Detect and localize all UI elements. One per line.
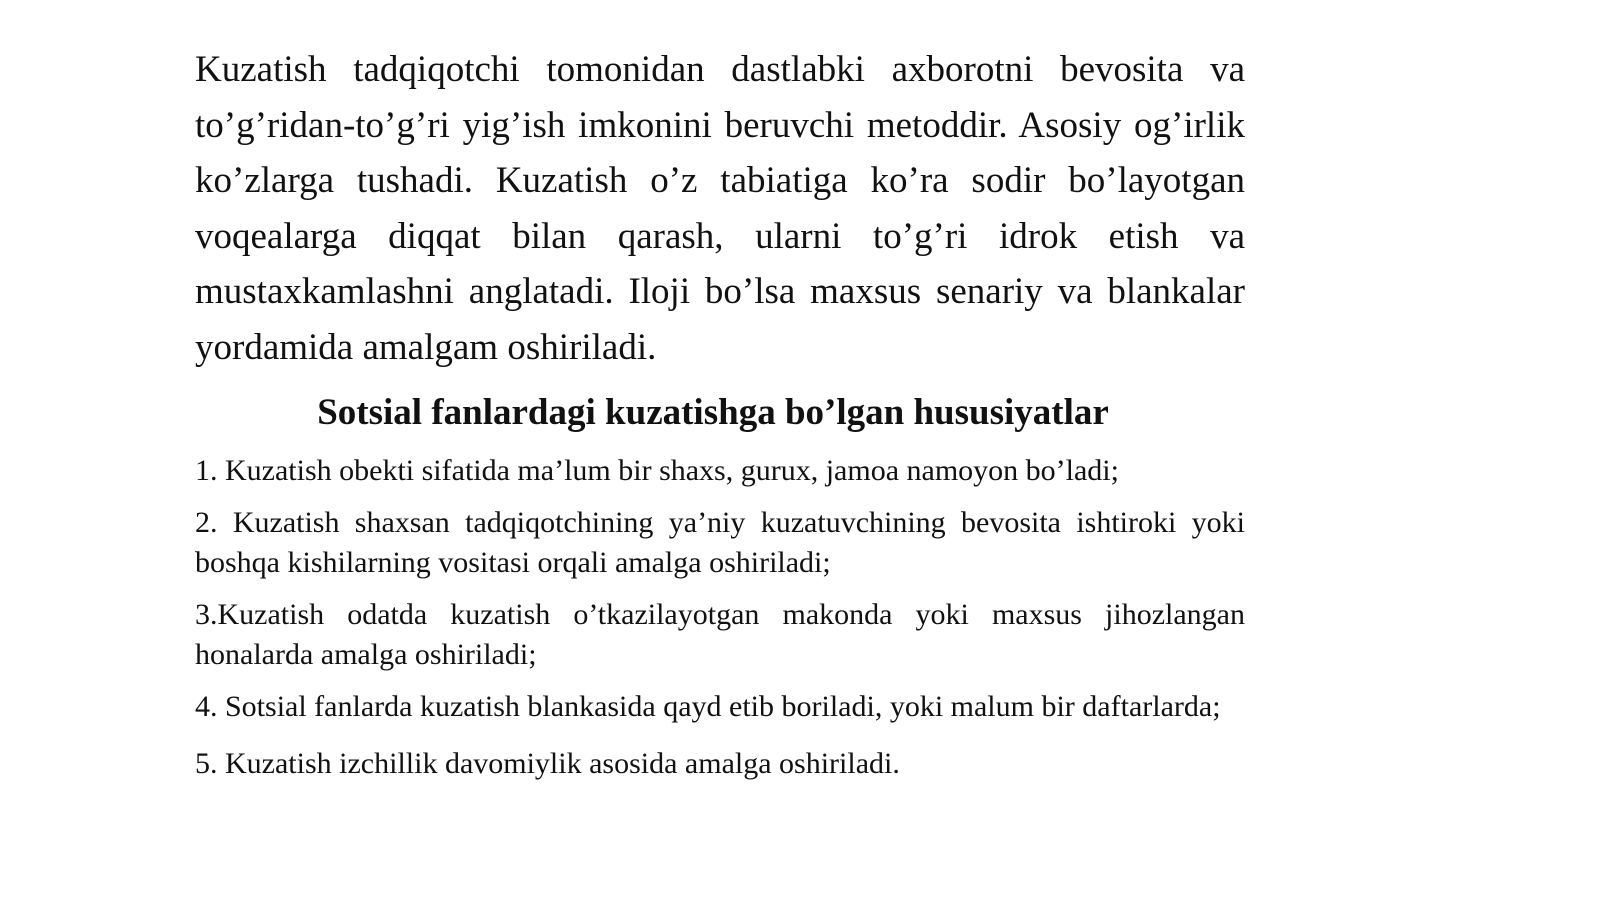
intro-paragraph: Kuzatish tadqiqotchi tomonidan dastlabki axborotni bevosita va to’g’ridan-to’g’ri yig’ish imkonini beruvchi metoddir. Asosiy og’irlik ko’zlarga tushadi. Kuzatish o’z tabiatiga ko’ra sodir bo’layotgan voqealarga diqqat bilan qarash, ularni to’g’ri idrok etish va mustaxkamlashni anglatadi. Iloji bo’lsa maxsus senariy va blankalar yordamida amalgam oshiriladi. [195, 49, 1245, 368]
section-heading: Sotsial fanlardagi kuzatishga bo’lgan hususiyatlar [317, 392, 1109, 433]
document-page [195, 42, 1245, 796]
list-item-4: 4. Sotsial fanlarda kuzatish blankasida qayd etib boriladi, yoki malum bir daftarlarda; [195, 690, 1221, 723]
list-item-3: 3.Kuzatish odatda kuzatish o’tkazilayotgan makonda yoki maxsus jihozlangan honalarda amalga oshiriladi; [195, 598, 1245, 671]
list-item-1: 1. Kuzatish obekti sifatida ma’lum bir shaxs, gurux, jamoa namoyon bo’ladi; [195, 454, 1119, 487]
list-item-2: 2. Kuzatish shaxsan tadqiqotchining ya’niy kuzatuvchining bevosita ishtiroki yoki boshqa kishilarning vositasi orqali amalga oshiriladi; [195, 506, 1245, 579]
list-item-5: 5. Kuzatish izchillik davomiylik asosida amalga oshiriladi. [195, 747, 900, 780]
features-list [195, 451, 1245, 784]
